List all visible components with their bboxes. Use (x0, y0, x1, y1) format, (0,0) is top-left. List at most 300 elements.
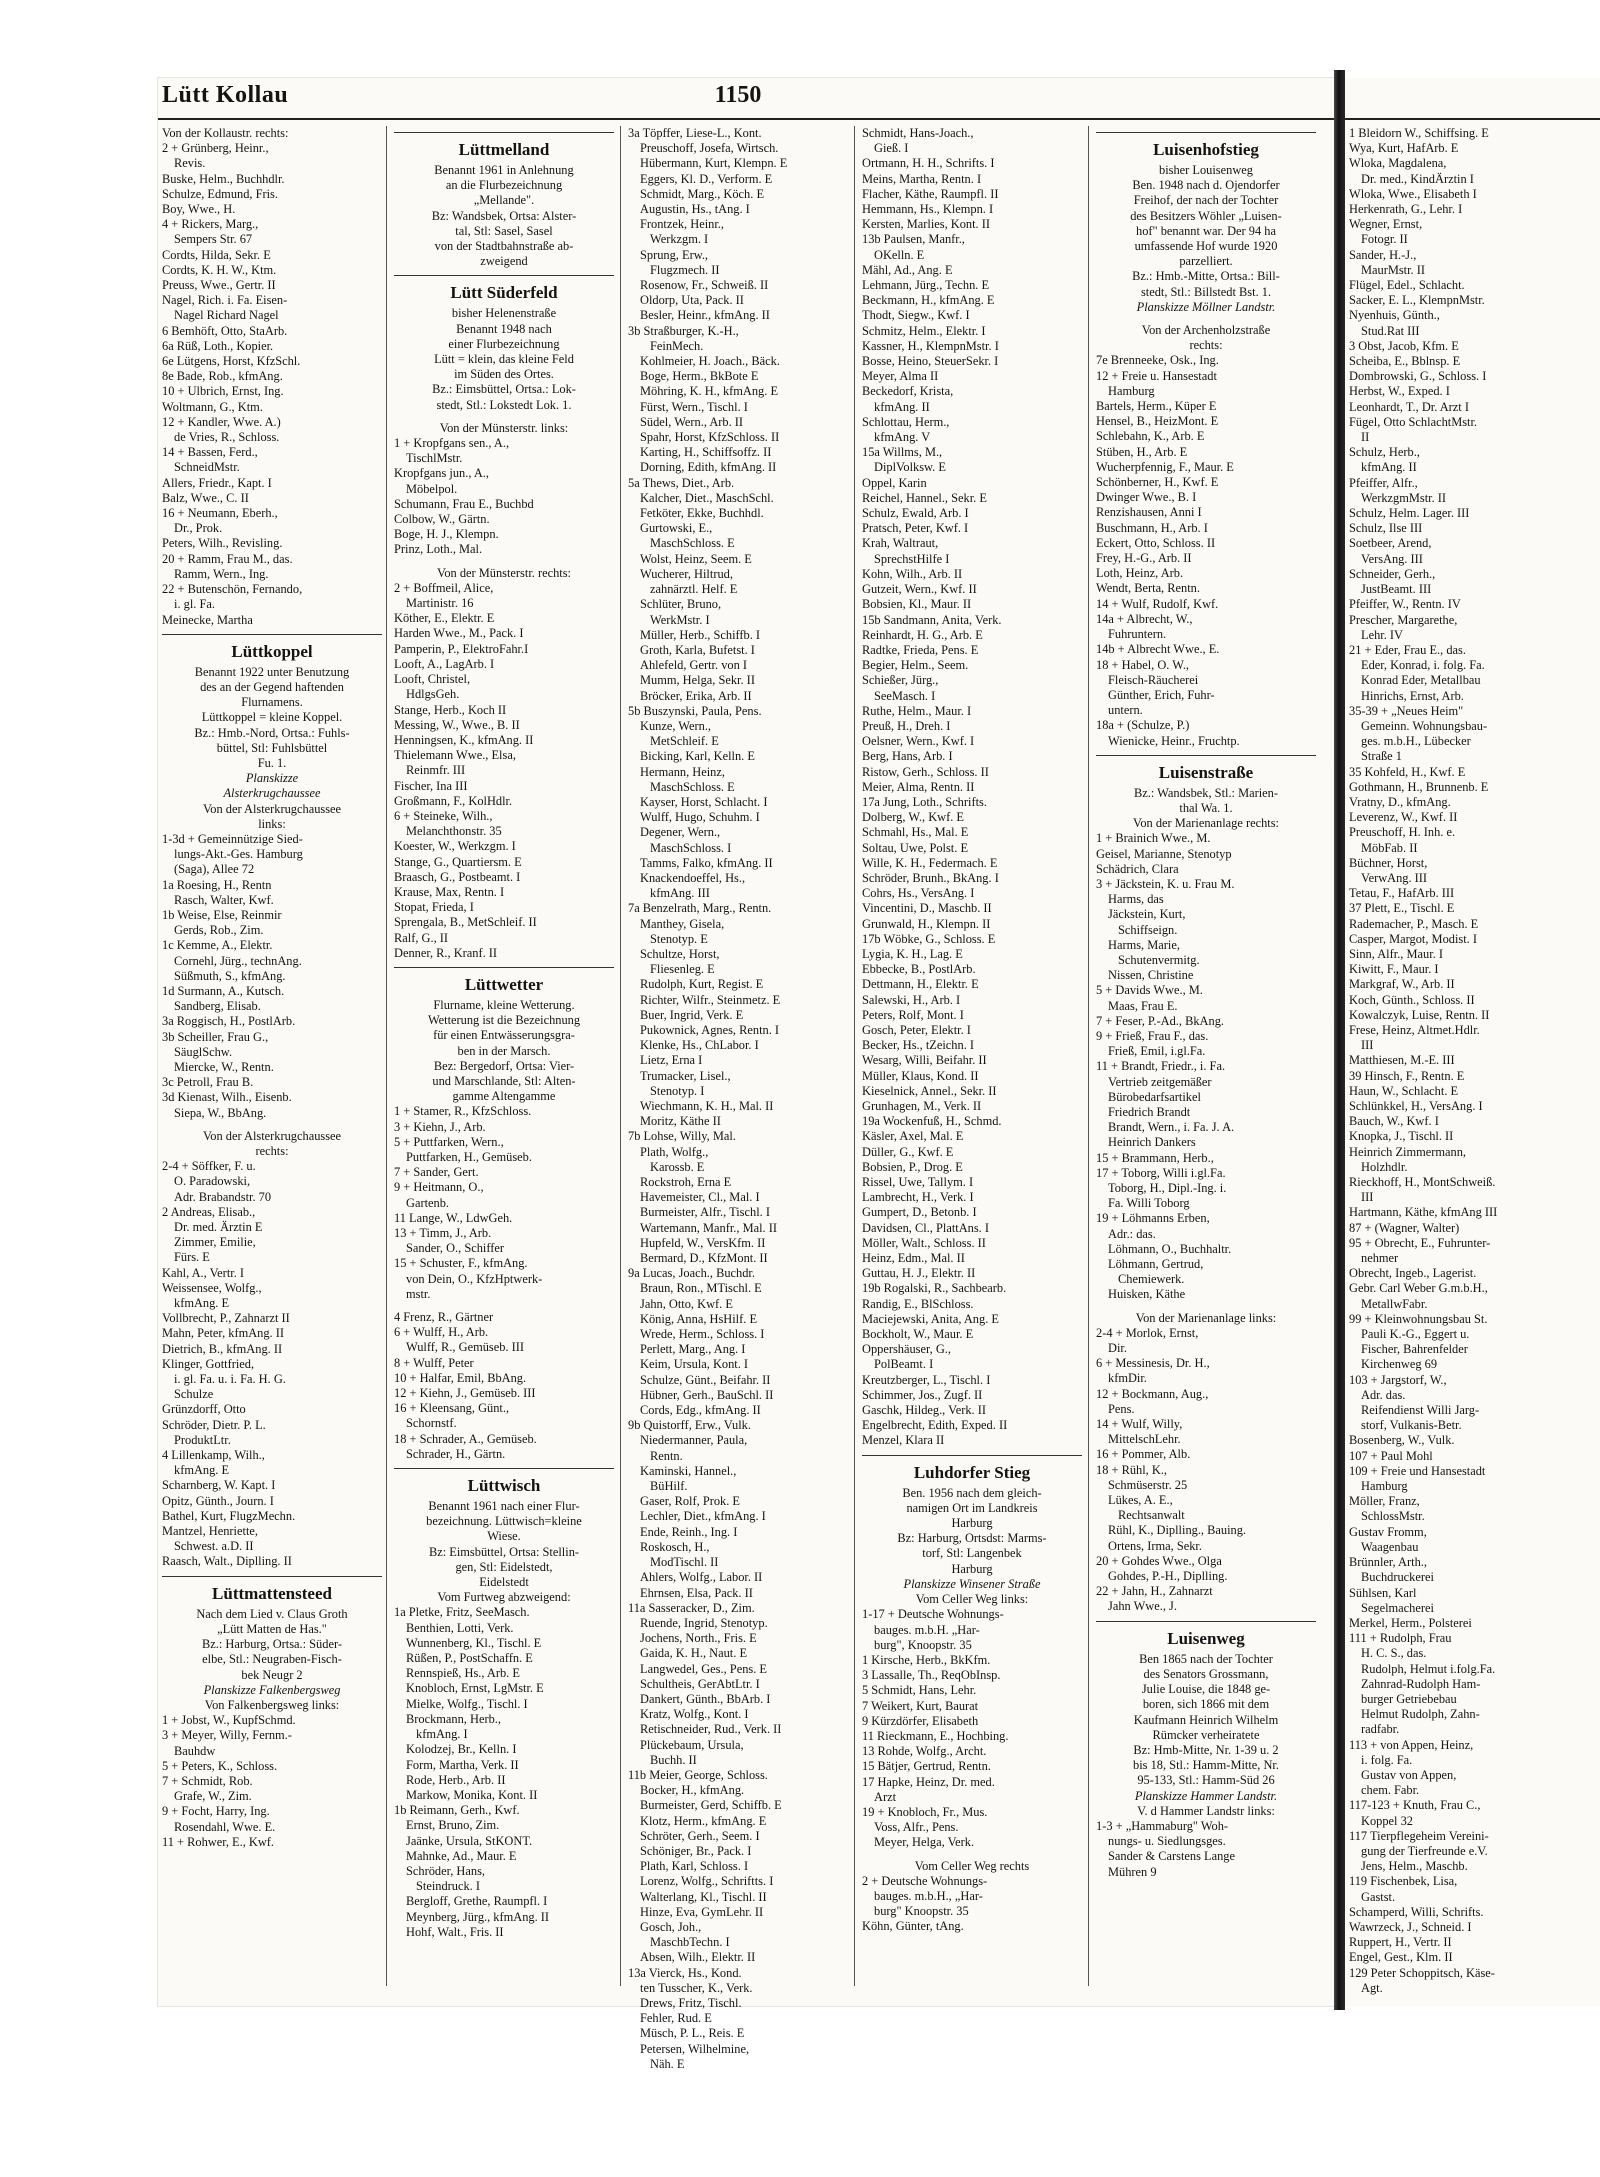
directory-line: Kohn, Wilh., Arb. II (862, 566, 963, 581)
directory-line: VersAng. III (1361, 551, 1423, 566)
spacer (394, 413, 614, 421)
directory-line: Karossb. E (650, 1159, 705, 1174)
directory-line: Nach dem Lied v. Claus Groth (196, 1606, 348, 1621)
directory-line: Bocker, H., kfmAng. (640, 1783, 745, 1798)
directory-line: Planskizze Falkenbergsweg (203, 1682, 341, 1697)
directory-line: gamme Altengamme (452, 1089, 556, 1104)
directory-line: Nyenhuis, Günth., (1349, 308, 1440, 323)
street-heading: Luisenstraße (1096, 755, 1316, 786)
directory-line: Flurname, kleine Wetterung. (433, 997, 575, 1012)
page-header (158, 82, 1334, 116)
directory-line: hof" benannt war. Der 94 ha (1136, 223, 1276, 238)
directory-line: Lütt = klein, das kleine Feld (434, 352, 574, 367)
directory-line: Stenotyp. E (650, 931, 708, 946)
directory-line: Soltau, Uwe, Polst. E (862, 840, 969, 855)
directory-line: Buschmann, H., Arb. I (1096, 520, 1208, 535)
directory-line: 4 + Rickers, Marg., (162, 217, 259, 232)
directory-line: Retischneider, Rud., Verk. II (640, 1722, 782, 1737)
directory-line: Eidelstedt (479, 1575, 529, 1590)
directory-line: Gieß. I (874, 141, 909, 156)
directory-line: Preuss, Wwe., Gertr. II (162, 278, 276, 293)
header-rule (1345, 118, 1600, 120)
directory-line: Gosch, Joh., (640, 1919, 702, 1934)
directory-line: Flugzmech. II (650, 262, 720, 277)
directory-line: Bz.: Hmb.-Mitte, Ortsa.: Bill- (1132, 269, 1280, 284)
directory-line: Friedrich Brandt (1108, 1104, 1191, 1119)
directory-line: Fürst, Wern., Tischl. I (640, 399, 748, 414)
directory-line: Bobsien, Kl., Maur. II (862, 597, 972, 612)
directory-line: Looft, A., LagArb. I (394, 656, 495, 671)
directory-line: Rosenow, Fr., Schweiß. II (640, 278, 769, 293)
directory-line: Dwinger Wwe., B. I (1096, 490, 1197, 505)
directory-line: „Mellande". (473, 193, 535, 208)
directory-line: Wya, Kurt, HafArb. E (1349, 141, 1459, 156)
directory-line: Lehmann, Jürg., Techn. E (862, 278, 990, 293)
directory-line: Sprengala, B., MetSchleif. II (394, 915, 537, 930)
directory-line: Bobsien, P., Drog. E (862, 1159, 963, 1174)
directory-line: Grafe, W., Zim. (174, 1789, 252, 1804)
directory-line: Brünnler, Arth., (1349, 1555, 1427, 1570)
directory-line: Frontzek, Heinr., (640, 217, 724, 232)
directory-line: Frey, H.-G., Arb. II (1096, 551, 1192, 566)
directory-line: Planskizze Möllner Landstr. (1136, 299, 1276, 314)
directory-line: 119 Fischenbek, Lisa, (1349, 1874, 1458, 1889)
directory-line: Ben. 1948 nach d. Ojendorfer (1132, 178, 1280, 193)
directory-line: Markow, Monika, Kont. II (406, 1787, 538, 1802)
directory-line: Sandberg, Elisab. (174, 999, 261, 1014)
directory-line: Ramm, Wern., Ing. (174, 566, 269, 581)
directory-line: Zahnrad-Rudolph Ham- (1361, 1676, 1481, 1691)
directory-line: Plath, Wolfg., (640, 1144, 709, 1159)
directory-line: Nagel, Rich. i. Fa. Eisen- (162, 293, 288, 308)
directory-line: Bermard, D., KfzMont. II (640, 1251, 768, 1266)
directory-line: 11b Meier, George, Schloss. (628, 1767, 768, 1782)
directory-line: Jäckstein, Kurt, (1108, 907, 1186, 922)
directory-line: Messing, W., Wwe., B. II (394, 717, 520, 732)
directory-line: namigen Ort im Landkreis (906, 1500, 1038, 1515)
directory-line: Kolodzej, Br., Kelln. I (406, 1742, 517, 1757)
directory-line: Preuschoff, Josefa, Wirtsch. (640, 141, 779, 156)
directory-line: 1-3d + Gemeinnützige Sied- (162, 831, 303, 846)
directory-line: Matthiesen, M.-E. III (1349, 1053, 1455, 1068)
directory-line: 15a Willms, M., (862, 445, 943, 460)
directory-line: chem. Fabr. (1361, 1783, 1420, 1798)
directory-line: SchlossMstr. (1361, 1509, 1425, 1524)
directory-line: 19 + Löhmanns Erben, (1096, 1211, 1210, 1226)
directory-line: Hohf, Walt., Fris. II (406, 1924, 504, 1939)
directory-line: Fuhruntern. (1108, 627, 1167, 642)
directory-line: 1b Reimann, Gerh., Kwf. (394, 1803, 520, 1818)
directory-line: Gustav Fromm, (1349, 1524, 1427, 1539)
column-1 (162, 126, 382, 1996)
directory-line: i. gl. Fa. (174, 597, 215, 612)
directory-line: Oldorp, Uta, Pack. II (640, 293, 744, 308)
directory-line: Rennspieß, Hs., Arb. E (406, 1666, 520, 1681)
directory-line: bezeichnung. Lüttwisch=kleine (426, 1514, 582, 1529)
directory-line: Bosenberg, W., Vulk. (1349, 1433, 1455, 1448)
directory-line: 13a Vierck, Hs., Kond. (628, 1965, 742, 1980)
directory-line: Hinrichs, Ernst, Arb. (1361, 688, 1464, 703)
directory-line: Rümcker verheiratete (1152, 1727, 1260, 1742)
directory-line: Heinrich Zimmermann, (1349, 1144, 1466, 1159)
directory-line: bis 18, Stl.: Hamm-Mitte, Nr. (1133, 1758, 1279, 1773)
column-4 (862, 126, 1082, 1996)
directory-line: ModTischl. II (650, 1555, 719, 1570)
directory-line: Benannt 1922 unter Benutzung (194, 664, 350, 679)
directory-line: Möller, Walt., Schloss. II (862, 1235, 986, 1250)
directory-line: MetSchleif. E (650, 734, 719, 749)
directory-line: 99 + Kleinwohnungsbau St. (1349, 1311, 1488, 1326)
directory-line: Gaschk, Hildeg., Verk. II (862, 1403, 986, 1418)
directory-line: Fischer, Ina III (394, 778, 468, 793)
directory-line: Bz.: Harburg, Ortsa.: Süder- (202, 1637, 342, 1652)
directory-line: Wendt, Berta, Rentn. (1096, 581, 1200, 596)
directory-line: parzelliert. (1179, 254, 1233, 269)
directory-line: Jahn Wwe., J. (1108, 1599, 1177, 1614)
directory-line: Koch, Günth., Schloss. II (1349, 992, 1475, 1007)
directory-line: Frieß, Emil, i.gl.Fa. (1108, 1044, 1206, 1059)
directory-line: Möller, Franz, (1349, 1494, 1420, 1509)
directory-line: Wiechmann, K. H., Mal. II (640, 1099, 774, 1113)
directory-line: gen, Stl: Eidelstedt, (455, 1559, 553, 1574)
directory-line: Vom Celler Weg links: (915, 1592, 1029, 1607)
directory-line: Schönberner, H., Kwf. E (1096, 475, 1219, 490)
directory-line: Fotogr. II (1361, 232, 1408, 247)
directory-line: Dr. med. Ärztin E (174, 1220, 263, 1235)
directory-line: kfmAng. II (874, 399, 930, 414)
directory-line: WerkMstr. I (650, 612, 710, 627)
directory-line: 1 Bleidorn W., Schiffsing. E (1349, 126, 1489, 140)
directory-line: MaschbTechn. I (650, 1935, 730, 1950)
directory-line: zahnärztl. Helf. E (650, 582, 738, 597)
column-3 (628, 126, 848, 2071)
directory-line: Wegner, Ernst, (1349, 217, 1423, 232)
directory-line: Meyer, Helga, Verk. (874, 1835, 975, 1850)
directory-line: Wetterung ist die Bezeichnung (427, 1013, 581, 1028)
directory-line: Koppel 32 (1361, 1813, 1413, 1828)
directory-line: Eckert, Otto, Schloss. II (1096, 535, 1216, 550)
directory-line: Von der Alsterkrugchaussee (202, 1128, 342, 1143)
directory-line: Löhmann, O., Buchhaltr. (1108, 1241, 1232, 1256)
directory-line: Rockstroh, Erna E (640, 1175, 732, 1190)
spacer (394, 1302, 614, 1310)
directory-line: Boge, H. J., Klempn. (394, 527, 499, 542)
directory-line: Klotz, Herm., kfmAng. E (640, 1813, 767, 1828)
directory-line: Kropfgans jun., A., (394, 466, 489, 481)
directory-line: des an der Gegend haftenden (200, 679, 344, 694)
column-2 (394, 126, 614, 1996)
directory-line: Schimmer, Jos., Zugf. II (862, 1387, 983, 1402)
directory-line: Fleisch-Räucherei (1108, 672, 1199, 687)
directory-line: Bicking, Karl, Kelln. E (640, 749, 755, 764)
directory-line: Prescher, Margarethe, (1349, 612, 1458, 627)
directory-line: Stüben, H., Arb. E (1096, 444, 1188, 459)
directory-line: Von der Münsterstr. links: (439, 420, 569, 435)
directory-line: Fehler, Rud. E (640, 2011, 712, 2026)
directory-line: Buchh. II (650, 1752, 697, 1767)
directory-line: Rudolph, Helmut i.folg.Fa. (1361, 1661, 1496, 1676)
directory-line: Ahlers, Wolfg., Labor. II (640, 1570, 763, 1585)
directory-line: Plath, Karl, Schloss. I (640, 1859, 749, 1874)
directory-line: Bathel, Kurt, FlugzMechn. (162, 1508, 296, 1523)
directory-line: Huisken, Käthe (1108, 1287, 1186, 1302)
directory-line: kfmDir. (1108, 1371, 1147, 1386)
directory-line: Näh. E (650, 2056, 685, 2071)
directory-line: 15b Sandmann, Anita, Verk. (862, 612, 1002, 627)
directory-line: Becker, Hs., tZeichn. I (862, 1038, 975, 1053)
street-heading: Luisenhofstieg (1096, 132, 1316, 163)
directory-line: Wienicke, Heinr., Fruchtp. (1108, 733, 1240, 748)
directory-line: Cornehl, Jürg., technAng. (174, 953, 302, 968)
directory-line: Kahl, A., Vertr. I (162, 1265, 245, 1280)
directory-line: 95-133, Stl.: Hamm-Süd 26 (1137, 1773, 1275, 1788)
directory-line: MaschSchloss. E (650, 779, 735, 794)
directory-line: Allers, Friedr., Kapt. I (162, 475, 272, 490)
directory-line: 10 + Ulbrich, Ernst, Ing. (162, 384, 284, 399)
directory-line: Kirchenweg 69 (1361, 1357, 1438, 1372)
directory-line: 5 Schmidt, Hans, Lehr. (862, 1683, 977, 1698)
directory-line: Wesarg, Willi, Beifahr. II (862, 1053, 987, 1068)
directory-line: Bürobedarfsartikel (1108, 1089, 1201, 1104)
directory-line: Schulze, Edmund, Fris. (162, 186, 278, 201)
directory-line: Benannt 1948 nach (456, 321, 552, 336)
directory-line: Wrede, Herm., Schloss. I (640, 1327, 765, 1342)
directory-line: Schröder, Dietr. P. L. (162, 1417, 266, 1432)
directory-line: Rudolph, Kurt, Regist. E (640, 977, 764, 992)
directory-line: boren, sich 1866 mit dem (1142, 1697, 1270, 1712)
directory-line: Kaminski, Hannel., (640, 1463, 737, 1478)
directory-line: 14 + Wulf, Willy, (1096, 1417, 1183, 1432)
directory-line: Bz: Eimsbüttel, Ortsa: Stellin- (428, 1544, 580, 1559)
directory-line: Flacher, Käthe, Raumpfl. II (862, 186, 999, 201)
directory-line: Hübermann, Kurt, Klempn. E (640, 156, 788, 171)
directory-line: Schwest. a.D. II (174, 1539, 254, 1554)
directory-line: 2-4 + Söffker, F. u. (162, 1159, 256, 1174)
directory-line: 9 Kürzdörfer, Elisabeth (862, 1713, 979, 1728)
directory-line: II (1361, 430, 1370, 445)
directory-line: SchneidMstr. (174, 460, 240, 475)
directory-line: 9 + Heitmann, O., (394, 1180, 484, 1195)
directory-line: Drews, Fritz, Tischl. (640, 1995, 742, 2010)
directory-line: 20 + Gohdes Wwe., Olga (1096, 1553, 1222, 1568)
directory-line: Bz: Hmb-Mitte, Nr. 1-39 u. 2 (1133, 1742, 1279, 1757)
directory-line: 1-17 + Deutsche Wohnungs- (862, 1607, 1004, 1622)
directory-line: Schultze, Horst, (640, 946, 720, 961)
directory-line: Spahr, Horst, KfzSchloss. II (640, 430, 780, 445)
directory-line: kfmAng. E (174, 1296, 230, 1311)
directory-line: Manthey, Gisela, (640, 916, 725, 931)
directory-line: 2 + Deutsche Wohnungs- (862, 1873, 988, 1888)
directory-line: Buchdruckerei (1361, 1570, 1434, 1585)
directory-line: 16 + Kleensang, Günt., (394, 1401, 510, 1416)
directory-line: 7 + Sander, Gert. (394, 1165, 479, 1180)
directory-line: Braun, Ron., MTischl. E (640, 1281, 762, 1296)
directory-line: Engelbrecht, Edith, Exped. II (862, 1418, 1008, 1433)
directory-line: 35 Kohfeld, H., Kwf. E (1349, 764, 1466, 779)
directory-line: Ben 1865 nach der Tochter (1139, 1651, 1273, 1666)
directory-line: Cordts, K. H. W., Ktm. (162, 262, 277, 277)
directory-line: PolBeamt. I (874, 1357, 934, 1372)
directory-line: 13b Paulsen, Manfr., (862, 232, 965, 247)
directory-line: Meynberg, Jürg., kfmAng. II (406, 1909, 550, 1924)
directory-line: 5a Thews, Diet., Arb. (628, 475, 735, 490)
directory-line: Trumacker, Lisel., (640, 1068, 731, 1083)
directory-line: Rechtsanwalt (1118, 1508, 1185, 1523)
directory-line: bauges. m.b.H., „Har- (874, 1888, 983, 1903)
directory-line: Davidsen, Cl., PlattAns. I (862, 1220, 989, 1235)
directory-line: Meinecke, Martha (162, 612, 253, 627)
directory-line: Toborg, H., Dipl.-Ing. i. (1108, 1181, 1227, 1195)
directory-line: Bez: Bergedorf, Ortsa: Vier- (433, 1058, 575, 1073)
directory-line: Planskizze Hammer Landstr. (1134, 1788, 1278, 1803)
directory-line: Von der Marienanlage links: (1135, 1310, 1277, 1325)
directory-line: Karting, H., Schiffsoffz. II (640, 445, 772, 460)
directory-line: Grunwald, H., Klempn. II (862, 916, 991, 931)
directory-line: Planskizze (245, 771, 299, 786)
directory-line: Havemeister, Cl., Mal. I (640, 1190, 760, 1205)
directory-line: Niedermanner, Paula, (640, 1433, 748, 1448)
directory-line: Ehrnsen, Elsa, Pack. II (640, 1585, 753, 1600)
directory-line: Julie Louise, die 1848 ge- (1141, 1682, 1271, 1697)
directory-line: 87 + (Wagner, Walter) (1349, 1220, 1460, 1235)
directory-line: Schiffseign. (1118, 922, 1178, 937)
directory-line: (Saga), Allee 72 (174, 862, 255, 877)
directory-line: Gothmann, H., Brunnenb. E (1349, 779, 1489, 794)
directory-line: Cohrs, Hs., VersAng. I (862, 886, 975, 901)
directory-line: Krause, Max, Rentn. I (394, 884, 505, 899)
directory-line: Degener, Wern., (640, 825, 721, 840)
directory-line: Schlüter, Bruno, (640, 597, 722, 612)
directory-line: Dietrich, B., kfmAng. II (162, 1341, 283, 1356)
directory-line: Gaida, K. H., Naut. E (640, 1646, 748, 1661)
directory-line: Randig, E., BlSchloss. (862, 1296, 974, 1311)
directory-line: 16 + Neumann, Eberh., (162, 506, 278, 521)
directory-line: Dorning, Edith, kfmAng. II (640, 460, 777, 475)
directory-line: 129 Peter Schoppitsch, Käse- (1349, 1965, 1495, 1980)
directory-line: 14 + Bassen, Ferd., (162, 445, 258, 460)
directory-line: Hamburg (1108, 383, 1155, 398)
directory-line: Grunhagen, M., Verk. II (862, 1099, 982, 1113)
directory-line: 6 + Wulff, H., Arb. (394, 1325, 489, 1340)
directory-line: Meins, Martha, Rentn. I (862, 171, 982, 186)
directory-line: 6 + Steineke, Wilh., (394, 808, 493, 823)
directory-line: nehmer (1361, 1251, 1399, 1266)
directory-line: 2-4 + Morlok, Ernst, (1096, 1325, 1199, 1340)
directory-line: 35-39 + „Neues Heim" (1349, 703, 1464, 718)
directory-line: Südel, Wern., Arb. II (640, 414, 744, 429)
directory-line: Gutzeit, Wern., Kwf. II (862, 582, 977, 597)
directory-line: Von der Alsterkrugchaussee (202, 801, 342, 816)
directory-line: 12 + Bockmann, Aug., (1096, 1386, 1209, 1401)
directory-line: 1 + Stamer, R., KfzSchloss. (394, 1104, 532, 1119)
street-heading: Luisenweg (1096, 1621, 1316, 1652)
directory-line: Von der Münsterstr. rechts: (437, 565, 571, 580)
directory-line: 19a Wockenfuß, H., Schmd. (862, 1114, 1002, 1129)
directory-line: im Süden des Ortes. (454, 367, 554, 382)
directory-line: Meier, Alma, Rentn. II (862, 779, 975, 794)
directory-line: Gerds, Rob., Zim. (174, 923, 264, 938)
directory-line: Ruthe, Helm., Maur. I (862, 703, 972, 718)
directory-line: 3 + Meyer, Willy, Fernm.- (162, 1728, 292, 1743)
directory-line: 7 + Feser, P.-Ad., BkAng. (1096, 1013, 1224, 1028)
directory-line: Schröder, Brunh., BkAng. I (862, 870, 999, 885)
directory-line: nungs- u. Siedlungsges. (1108, 1834, 1226, 1849)
page-number: 1150 (714, 82, 762, 108)
directory-line: Gastst. (1361, 1889, 1396, 1904)
directory-line: 109 + Freie und Hansestadt (1349, 1463, 1486, 1478)
directory-line: Augustin, Hs., tAng. I (640, 202, 750, 217)
directory-line: Rasch, Walter, Kwf. (174, 892, 274, 907)
directory-line: Gohdes, P.-H., Diplling. (1108, 1569, 1228, 1584)
directory-line: Schornstf. (406, 1416, 457, 1431)
book-gutter (1334, 70, 1345, 2010)
directory-line: Martinistr. 16 (406, 596, 474, 611)
directory-line: Adr.: das. (1108, 1226, 1156, 1241)
directory-line: Bz: Harburg, Ortsdst: Marms- (897, 1531, 1047, 1546)
directory-line: Mahnke, Ad., Maur. E (406, 1848, 517, 1863)
directory-line: Ben. 1956 nach dem gleich- (902, 1485, 1042, 1500)
directory-line: 1c Kemme, A., Elektr. (162, 938, 273, 953)
directory-line: links: (258, 816, 286, 831)
directory-line: III (1361, 1190, 1374, 1205)
directory-line: Pfeiffer, Alfr., (1349, 475, 1418, 490)
directory-line: HdlgsGeh. (406, 687, 460, 702)
directory-line: Wloka, Wwe., Elisabeth I (1349, 186, 1477, 201)
directory-line: Absen, Wilh., Elektr. II (640, 1950, 756, 1965)
directory-line: Harburg (951, 1561, 993, 1576)
directory-line: Denner, R., Kranf. II (394, 945, 498, 960)
directory-line: Flügel, Edel., Schlacht. (1349, 278, 1465, 293)
directory-line: Sinn, Alfr., Maur. I (1349, 946, 1443, 961)
directory-line: 107 + Paul Mohl (1349, 1448, 1433, 1463)
directory-line: Sander, O., Schiffer (406, 1241, 505, 1256)
directory-line: Prinz, Loth., Mal. (394, 542, 483, 557)
directory-line: Plückebaum, Ursula, (640, 1737, 744, 1752)
directory-line: Radtke, Frieda, Pens. E (862, 642, 979, 657)
directory-line: kfmAng. III (650, 886, 710, 901)
directory-line: Hupfeld, W., VersKfm. II (640, 1235, 766, 1250)
directory-line: Thielemann Wwe., Elsa, (394, 748, 516, 763)
directory-line: Freihof, der nach der Tochter (1133, 193, 1279, 208)
directory-line: 8e Bade, Rob., kfmAng. (162, 369, 283, 384)
directory-line: Boge, Herm., BkBote E (640, 369, 759, 384)
directory-line: Kunze, Wern., (640, 718, 712, 733)
directory-line: Gosch, Peter, Elektr. I (862, 1022, 971, 1037)
directory-line: 2 + Grünberg, Heinr., (162, 141, 269, 156)
directory-line: Schmahl, Hs., Mal. E (862, 825, 969, 840)
directory-line: Lambrecht, H., Verk. I (862, 1190, 974, 1205)
directory-line: König, Anna, HsHilf. E (640, 1311, 758, 1326)
directory-line: Kratz, Wolfg., Kont. I (640, 1707, 749, 1722)
directory-line: Gemeinn. Wohnungsbau- (1361, 718, 1488, 733)
directory-line: 8 + Wulff, Peter (394, 1355, 474, 1370)
directory-line: 15 Bätjer, Gertrud, Rentn. (862, 1759, 991, 1774)
directory-line: radfabr. (1361, 1722, 1400, 1737)
facing-page-column (1349, 126, 1599, 1996)
directory-line: Rühl, K., Diplling., Bauing. (1108, 1523, 1247, 1538)
directory-line: Adr. das. (1361, 1387, 1406, 1402)
directory-line: Kreutzberger, L., Tischl. I (862, 1372, 991, 1387)
directory-line: 9 + Frieß, Frau F., das. (1096, 1028, 1209, 1043)
directory-line: rechts: (1189, 338, 1223, 353)
directory-line: Planskizze Winsener Straße (903, 1576, 1041, 1591)
directory-line: 2 + Boffmeil, Alice, (394, 580, 494, 595)
directory-line: Gaser, Rolf, Prok. E (640, 1494, 740, 1509)
directory-line: Opitz, Günth., Journ. I (162, 1493, 274, 1508)
directory-line: MaschSchloss. E (650, 536, 735, 551)
directory-line: 95 + Obrecht, E., Fuhrunter- (1349, 1235, 1491, 1250)
directory-line: Colbow, W., Gärtn. (394, 512, 490, 527)
